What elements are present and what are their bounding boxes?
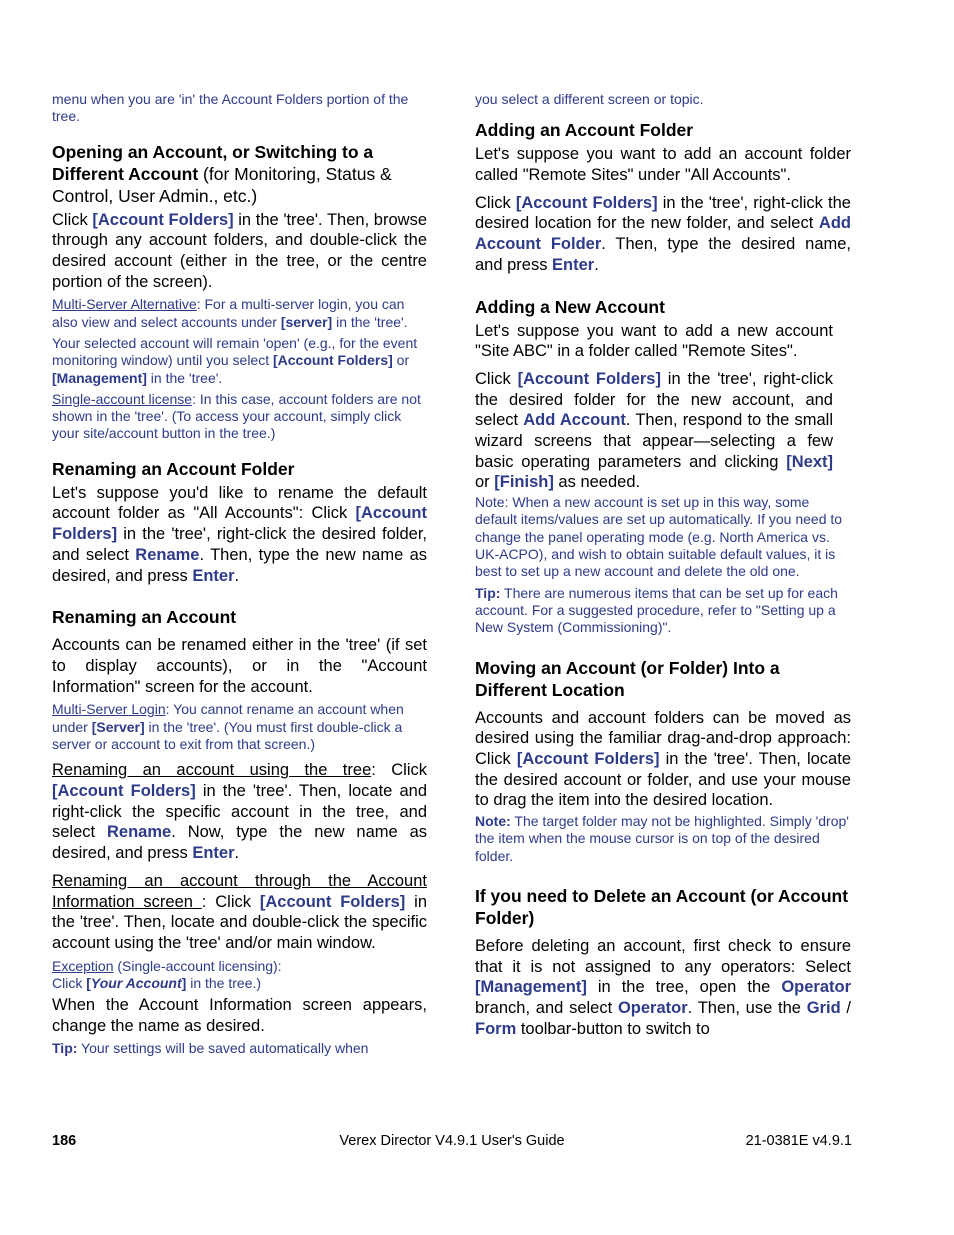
- keyword-add-account: Add Account: [523, 411, 626, 430]
- text: (Single-account licensing):: [113, 957, 282, 974]
- para-renaming-account: Accounts can be renamed either in the 'tree' (if set to display accounts), or in the "Account Information" screen for the account.: [52, 636, 427, 696]
- left-column: [52, 91, 427, 1057]
- keyword-enter: Enter: [552, 255, 595, 274]
- text: Before deleting an account, first check to ensure that it is not assigned to any operators: Select: [475, 936, 851, 976]
- text: in the 'tree'. Then, locate and double-click the specific account using the 'tree' and/or main window.: [52, 892, 428, 952]
- continued-note: menu when you are 'in' the Account Folders portion of the tree.: [52, 91, 409, 125]
- text: ]: [181, 974, 187, 991]
- note-multi-server-alternative: [52, 296, 427, 331]
- text: in the 'tree'. Then, locate and right-click the specific account in the tree, and select: [52, 782, 428, 842]
- text: toolbar-button to switch to: [516, 1019, 710, 1038]
- keyword-account-folders: [Account Folders]: [273, 352, 393, 369]
- footer-title: Verex Director V4.9.1 User's Guide: [339, 1133, 565, 1149]
- text: as needed.: [553, 473, 641, 492]
- text: Your settings will be saved automatically when: [77, 1039, 369, 1056]
- keyword-account-folders: [Account Folders]: [259, 892, 406, 911]
- text: in the tree.): [186, 974, 262, 991]
- keyword-account-folders: [Account Folders]: [516, 749, 660, 768]
- keyword-account-folders: [Account Folders]: [92, 210, 234, 229]
- text: Let's suppose you'd like to rename the default account folder as "All Accounts": Click: [52, 483, 427, 523]
- text: or: [475, 473, 495, 492]
- keyword-account-folders: [Account Folders]: [515, 193, 658, 212]
- text: Click: [475, 369, 518, 388]
- keyword-account-folders: [Account Folders]: [517, 369, 661, 388]
- keyword-operator: Operator: [781, 978, 851, 997]
- text: in the 'tree'. Then, browse through any account folders, and double-click the desired account (either in the tree, or the centre portion of the screen).: [52, 210, 427, 291]
- para-adding-folder-1: Let's suppose you want to add an account folder called "Remote Sites" under "All Accounts".: [475, 145, 851, 184]
- keyword-server: [Server]: [91, 718, 145, 735]
- keyword-enter: Enter: [192, 566, 235, 585]
- text: in the 'tree'. (You must first double-click a server or account to exit from that screen.): [52, 718, 403, 752]
- text: Your selected account will remain 'open' (e.g., for the event monitoring window) until you select: [52, 335, 418, 369]
- keyword-rename: Rename: [107, 823, 172, 842]
- text: . Then, use the: [687, 999, 807, 1018]
- heading-bold: Opening an Account, or Switching to a Different Account: [52, 141, 374, 184]
- note-label: Multi-Server Alternative: [52, 296, 197, 313]
- text: : In this case, account folders are not shown in the 'tree'. (To access your account, simply click your site/account button in the tree.): [52, 390, 421, 442]
- keyword-management: [Management]: [52, 369, 147, 386]
- heading-rest: (for Monitoring, Status & Control, User Admin., etc.): [52, 163, 392, 206]
- subheading: Renaming an account using the tree: [52, 761, 372, 780]
- heading-renaming-account: Renaming an Account: [52, 607, 237, 628]
- keyword-grid: Grid: [806, 999, 841, 1018]
- para-rename-using-tree: [52, 760, 427, 864]
- tip-numerous-items: [475, 585, 851, 637]
- text: .: [234, 566, 240, 585]
- text: : Click: [201, 892, 260, 911]
- text: Click: [475, 193, 516, 212]
- heading-opening-account: [52, 141, 427, 207]
- text: : You cannot rename an account when under: [52, 701, 404, 735]
- text: . Then, type the new name as desired, and press: [52, 545, 427, 585]
- para-adding-folder-2: [475, 193, 851, 276]
- keyword-your-account: Your Account: [90, 974, 182, 991]
- heading-renaming-folder: Renaming an Account Folder: [52, 458, 295, 479]
- note-target-folder: [475, 813, 851, 865]
- keyword-next: [Next]: [786, 452, 833, 471]
- keyword-add-account-folder: Add Account Folder: [475, 214, 851, 254]
- note-account-open: [52, 335, 427, 387]
- note-label: Multi-Server Login: [52, 701, 166, 718]
- note-single-account-license: [52, 391, 427, 443]
- para-moving-account: [475, 708, 851, 812]
- text: .: [234, 844, 240, 863]
- text: There are numerous items that can be set up for each account. For a suggested procedure, refer to "Setting up a New System (Commissioning)".: [475, 584, 838, 636]
- keyword-form: Form: [475, 1019, 517, 1038]
- keyword-finish: [Finish]: [494, 473, 554, 492]
- text: in the 'tree'.: [332, 313, 408, 330]
- text: in the 'tree', right-click the desired folder for the new account, and select: [475, 369, 833, 430]
- text: in the 'tree'.: [146, 369, 223, 386]
- tip-label: Tip:: [475, 584, 501, 601]
- text: /: [840, 999, 852, 1018]
- text: in the 'tree'. Then, locate the desired account or folder, and use your mouse to drag the item into the desired location.: [475, 749, 851, 810]
- text: : Click: [371, 761, 427, 780]
- text: in the 'tree', right-click the desired location for the new folder, and select: [475, 193, 851, 233]
- text: Accounts and account folders can be moved as desired using the familiar drag-and-drop approach: Click: [475, 708, 851, 768]
- text: The target folder may not be highlighted. Simply 'drop' the item when the mouse cursor is on top of the desired folder.: [475, 813, 849, 864]
- note-multi-server-login: [52, 701, 427, 753]
- keyword-management: [Management]: [475, 978, 587, 997]
- para-delete-account: [475, 936, 851, 1040]
- text: Click: [52, 974, 87, 991]
- text: Click: [52, 210, 93, 229]
- keyword-enter: Enter: [192, 844, 235, 863]
- keyword-server: [server]: [280, 313, 333, 330]
- text: . Then, respond to the small wizard screens that appear—selecting a few basic operating parameters and clicking: [475, 411, 833, 471]
- keyword-account-folders: [Account Folders]: [52, 782, 196, 800]
- page-footer: [52, 1133, 852, 1153]
- note-label: Note:: [475, 813, 511, 830]
- text: : For a multi-server login, you can also view and select accounts under: [52, 296, 405, 330]
- tip-settings-saved: [52, 1040, 427, 1057]
- continued-note: you select a different screen or topic.: [475, 91, 704, 107]
- text: .: [594, 255, 599, 274]
- subheading: Renaming an account through the Account Information screen: [52, 871, 427, 911]
- keyword-operator: Operator: [617, 999, 688, 1018]
- note-label: Exception: [52, 957, 114, 974]
- keyword-account-folders: [Account Folders]: [52, 504, 427, 544]
- para-renaming-folder: [52, 483, 427, 587]
- note-new-account-defaults: Note: When a new account is set up in this way, some default items/values are set up automatically. If you need to change the panel operating mode (e.g. North America vs. UK-ACPO), and wish to obtain suitable default values, it is best to set up a new account and delete the old one.: [475, 494, 843, 580]
- para-when-info-appears: When the Account Information screen appears, change the name as desired.: [52, 996, 427, 1035]
- text: in the tree, open the: [586, 978, 782, 997]
- text: [: [86, 974, 91, 991]
- text: or: [392, 352, 410, 369]
- heading-delete-account: If you need to Delete an Account (or Account Folder): [475, 885, 849, 928]
- para-rename-info-screen: [52, 871, 427, 954]
- note-label: Single-account license: [52, 390, 193, 407]
- text: in the 'tree', right-click the desired folder, and select: [52, 525, 427, 564]
- heading-adding-folder: Adding an Account Folder: [475, 120, 694, 141]
- para-adding-account-2: [475, 369, 851, 493]
- tip-label: Tip:: [52, 1039, 78, 1056]
- text: . Now, type the new name as desired, and press: [52, 823, 427, 863]
- para-adding-account-1: Let's suppose you want to add a new account "Site ABC" in a folder called "Remote Sites".: [475, 321, 833, 361]
- para-opening-account: [52, 210, 427, 293]
- page-number: 186: [52, 1133, 77, 1149]
- text: branch, and select: [475, 999, 618, 1018]
- note-exception: [52, 958, 427, 993]
- keyword-rename: Rename: [135, 545, 200, 564]
- right-column: [475, 91, 851, 1039]
- heading-moving-account: Moving an Account (or Folder) Into a Different Location: [475, 657, 780, 700]
- heading-adding-account: Adding a New Account: [475, 296, 665, 317]
- doc-number: 21-0381E v4.9.1: [745, 1133, 852, 1149]
- text: . Then, type the desired name, and press: [475, 235, 852, 274]
